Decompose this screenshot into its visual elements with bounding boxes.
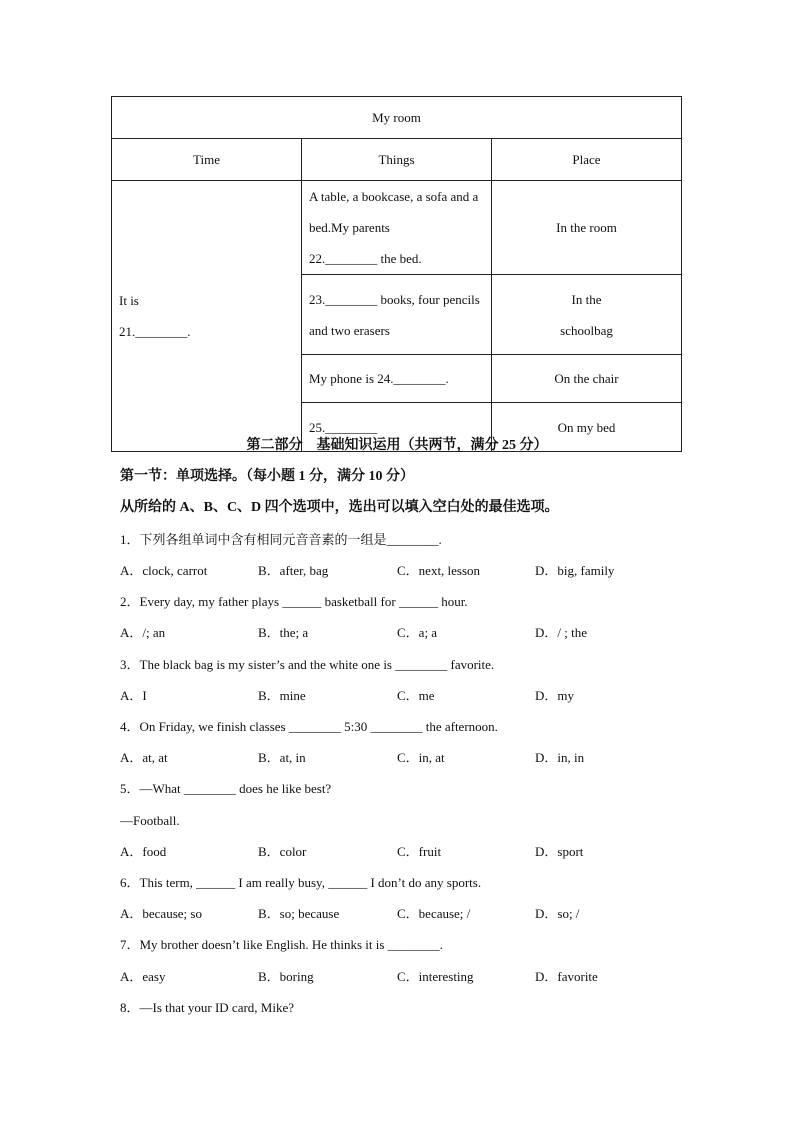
place-line: In the room: [556, 220, 617, 235]
time-cell: [112, 181, 302, 452]
option-c: C．me: [397, 688, 435, 703]
option-d: D．so; /: [535, 906, 580, 921]
option-a: A．food: [120, 844, 167, 859]
option-b: B．so; because: [258, 906, 340, 921]
header-place: Place: [492, 139, 682, 181]
place-line: schoolbag: [560, 322, 613, 338]
things-cell: [302, 275, 492, 355]
question-5-answer-line: —Football.: [120, 813, 180, 828]
option-d: D．my: [535, 688, 575, 703]
option-b: B．color: [258, 844, 307, 859]
place-line: On the chair: [554, 371, 619, 386]
place-line: On my bed: [557, 419, 616, 435]
instruction: 从所给的 A、B、C、D 四个选项中，选出可以填入空白处的最佳选项。: [120, 500, 559, 515]
option-c: C．interesting: [397, 969, 474, 984]
things-line: 23.________ books, four pencils and two erasers: [309, 291, 480, 338]
place-cell: [492, 355, 682, 403]
things-line: A table, a bookcase, a sofa and a bed.My parents: [309, 189, 479, 235]
things-cell: [302, 181, 492, 275]
option-d: D．big, family: [535, 563, 615, 578]
things-line: 25.________: [309, 419, 378, 435]
option-b: B．mine: [258, 688, 306, 703]
option-c: C．a; a: [397, 625, 438, 640]
time-line-1: It is: [119, 293, 139, 308]
option-b: B．boring: [258, 969, 314, 984]
question-1-stem: 1．下列各组单词中含有相同元音音素的一组是________.: [120, 532, 442, 547]
option-a: A．I: [120, 688, 147, 703]
option-a: A．/; an: [120, 625, 166, 640]
option-d: D．favorite: [535, 969, 598, 984]
question-4-stem: 4．On Friday, we finish classes ________ 5:30 ________ the afternoon.: [120, 719, 498, 734]
question-5-stem: 5．—What ________ does he like best?: [120, 781, 332, 796]
place-cell: [492, 275, 682, 355]
option-d: D．sport: [535, 844, 584, 859]
option-d: D．/ ; the: [535, 625, 587, 640]
table-title: My room: [112, 97, 682, 139]
option-c: C．because; /: [397, 906, 471, 921]
things-cell: [302, 355, 492, 403]
option-a: A．clock, carrot: [120, 563, 208, 578]
option-a: A．easy: [120, 969, 166, 984]
option-b: B．the; a: [258, 625, 309, 640]
option-c: C．in, at: [397, 750, 445, 765]
option-b: B．after, bag: [258, 563, 329, 578]
section-title: 第一节：单项选择。（每小题 1 分，满分 10 分）: [120, 469, 414, 484]
question-6-stem: 6．This term, ______ I am really busy, ______ I don’t do any sports.: [120, 875, 482, 890]
things-line: 22.________ the bed.: [309, 251, 422, 266]
question-7-stem: 7．My brother doesn’t like English. He thinks it is ________.: [120, 937, 443, 952]
my-room-table: [111, 96, 682, 452]
option-b: B．at, in: [258, 750, 306, 765]
header-time: Time: [112, 139, 302, 181]
option-a: A．because; so: [120, 906, 202, 921]
question-8-stem: 8．—Is that your ID card, Mike?: [120, 1000, 295, 1015]
question-2-stem: 2．Every day, my father plays ______ basketball for ______ hour.: [120, 594, 468, 609]
question-3-stem: 3．The black bag is my sister’s and the white one is ________ favorite.: [120, 657, 495, 672]
place-line: In the: [571, 291, 602, 307]
option-a: A．at, at: [120, 750, 168, 765]
option-c: C．next, lesson: [397, 563, 481, 578]
time-line-2: 21.________.: [119, 324, 191, 339]
place-cell: [492, 181, 682, 275]
header-things: Things: [302, 139, 492, 181]
option-d: D．in, in: [535, 750, 585, 765]
part-heading: 第二部分 基础知识运用（共两节，满分 25 分）: [246, 438, 548, 453]
option-c: C．fruit: [397, 844, 442, 859]
things-line: My phone is 24.________.: [309, 371, 449, 386]
